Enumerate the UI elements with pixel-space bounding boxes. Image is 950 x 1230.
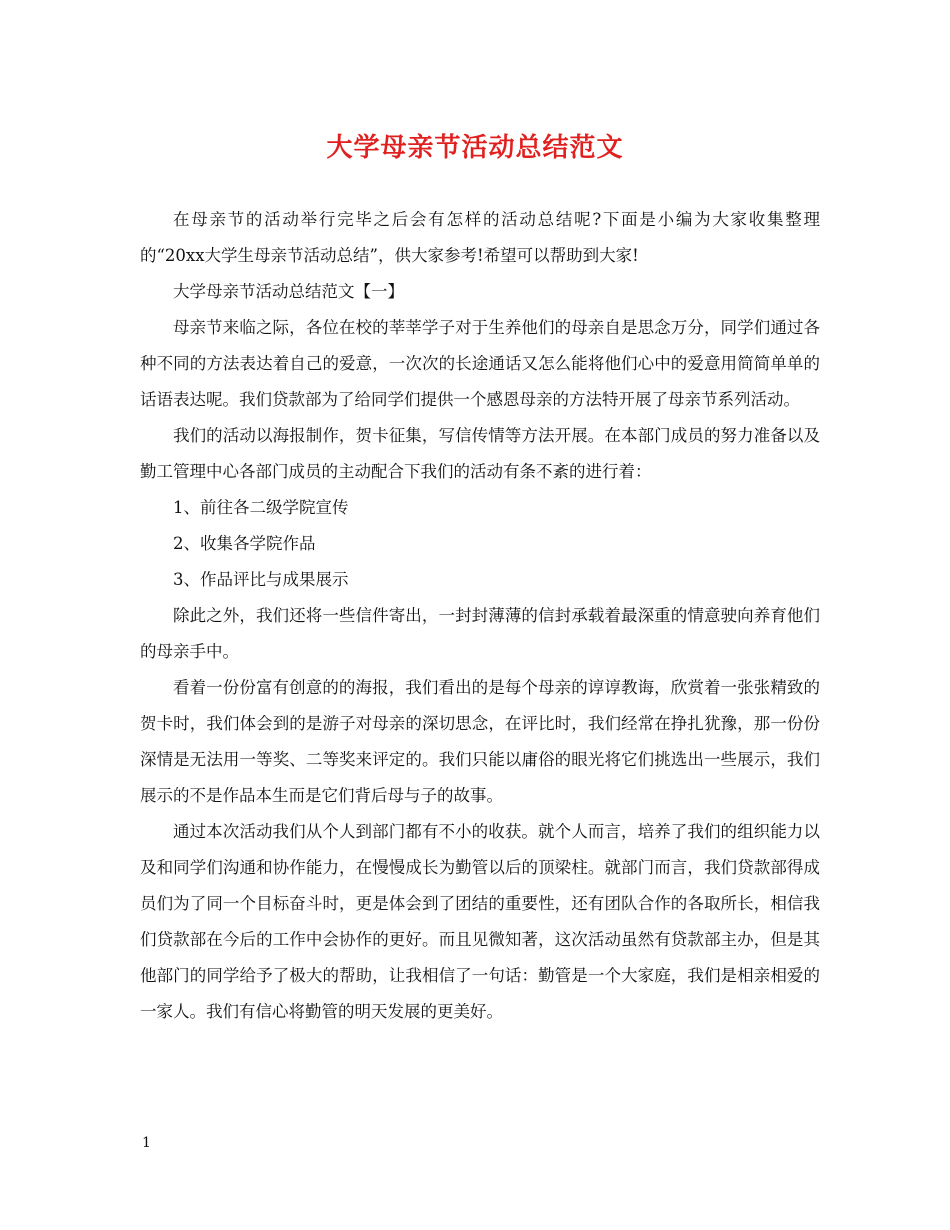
page-number: 1 xyxy=(142,1135,151,1151)
document-body xyxy=(140,202,820,1030)
section-heading: 大学母亲节活动总结范文【一】 xyxy=(173,282,404,301)
paragraph-evaluation: 看着一份份富有创意的的海报，我们看出的是每个母亲的谆谆教诲，欣赏着一张张精致的贺卡时，我们体会到的是游子对母亲的深切思念，在评比时，我们经常在挣扎犹豫，那一份份深情是无法用一等奖、二等奖来评定的。我们只能以庸俗的眼光将它们挑选出一些展示，我们展示的不是作品本生而是它们背后母与子的故事。 xyxy=(140,678,820,805)
list-item-2: 2、收集各学院作品 xyxy=(173,534,316,553)
paragraph-letters: 除此之外，我们还将一些信件寄出，一封封薄薄的信封承载着最深重的情意驶向养育他们的母亲手中。 xyxy=(140,606,820,661)
paragraph-conclusion: 通过本次活动我们从个人到部门都有不小的收获。就个人而言，培养了我们的组织能力以及和同学们沟通和协作能力，在慢慢成长为勤管以后的顶梁柱。就部门而言，我们贷款部得成员们为了同一个目标奋斗时，更是体会到了团结的重要性，还有团队合作的各取所长，相信我们贷款部在今后的工作中会协作的更好。而且见微知著，这次活动虽然有贷款部主办，但是其他部门的同学给予了极大的帮助，让我相信了一句话：勤管是一个大家庭，我们是相亲相爱的一家人。我们有信心将勤管的明天发展的更美好。 xyxy=(140,822,820,1021)
list-item-1: 1、前往各二级学院宣传 xyxy=(173,498,349,517)
paragraph-activities: 我们的活动以海报制作，贺卡征集，写信传情等方法开展。在本部门成员的努力准备以及勤工管理中心各部门成员的主动配合下我们的活动有条不紊的进行着： xyxy=(140,426,820,481)
list-item-3: 3、作品评比与成果展示 xyxy=(173,570,349,589)
document-title: 大学母亲节活动总结范文 xyxy=(326,133,624,163)
paragraph-background: 母亲节来临之际，各位在校的莘莘学子对于生养他们的母亲自是思念万分，同学们通过各种不同的方法表达着自己的爱意，一次次的长途通话又怎么能将他们心中的爱意用简简单单的话语表达呢。我们贷款部为了给同学们提供一个感恩母亲的方法特开展了母亲节系列活动。 xyxy=(140,318,820,409)
paragraph-intro: 在母亲节的活动举行完毕之后会有怎样的活动总结呢?下面是小编为大家收集整理的“20xx大学生母亲节活动总结”，供大家参考!希望可以帮助到大家! xyxy=(140,210,820,265)
